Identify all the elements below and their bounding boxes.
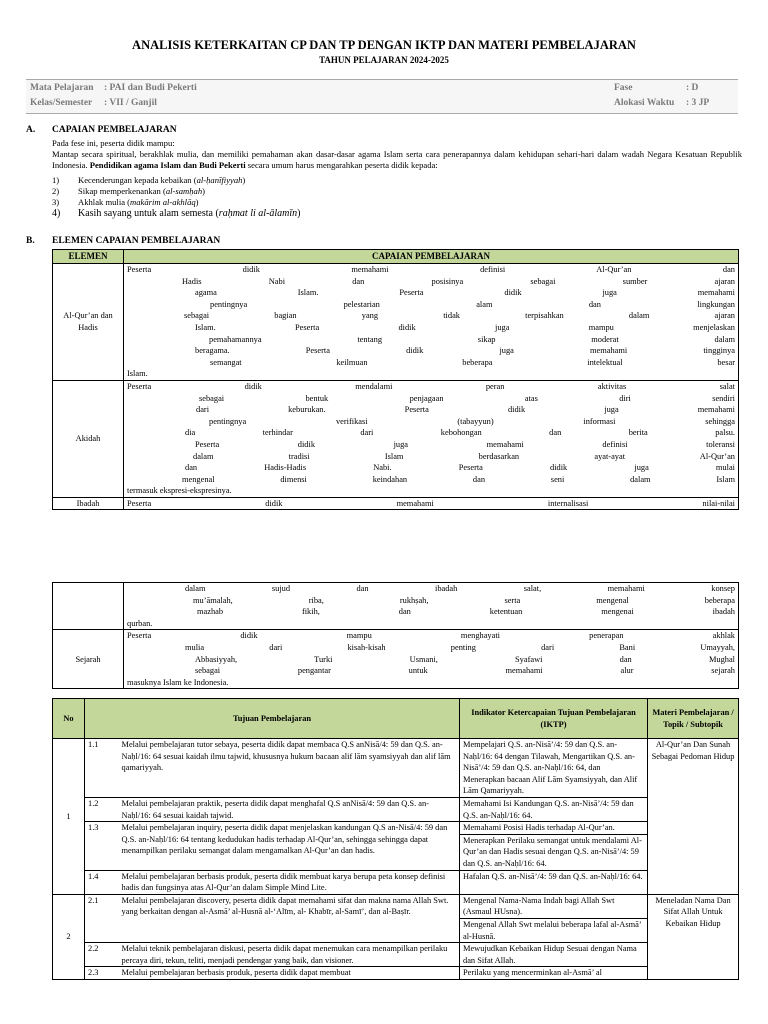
- cp-cell: dalam sujud dan ibadah salat, memahami konsep mu’āmalah, riba, rukhṣah, serta mengenal beberapa mazhab fikih, dan ketentuan mengenai ibadah qurban.: [124, 583, 739, 630]
- list-item: 1) Kecenderungan kepada kebaikan (al-ḥanīfiyyah): [52, 175, 246, 185]
- time-allocation-label: Alokasi Waktu: [614, 98, 675, 108]
- table-row: [53, 497, 739, 510]
- section-a-title: CAPAIAN PEMBELAJARAN: [52, 125, 177, 135]
- iktp-text: Memahami Posisi Hadis terhadap Al-Qur’an.: [460, 822, 648, 835]
- col-header-no: No: [53, 699, 85, 739]
- table-row: [53, 583, 739, 630]
- elemen-cell: Ibadah: [53, 497, 124, 510]
- group-number: 1: [53, 739, 85, 895]
- tp-text: Melalui pembelajaran tutor sebaya, peserta didik dapat membaca Q.S anNisā/4: 59 dan Q.S. an-Naḥl/16: 64 sesuai kaidah ilmu tajwid, khususnya hukum bacaan alif lām syamsiyyah dan alif lām qamariyyah.: [119, 739, 460, 798]
- phase-label: Fase: [614, 83, 633, 93]
- list-item: 4) Kasih sayang untuk alam semesta (raḥmat li al-ālamīn): [52, 208, 301, 219]
- iktp-text: Hafalan Q.S. an-Nisā’/4: 59 dan Q.S. an-Naḥl/16: 64.: [460, 870, 648, 894]
- cp-elements-table: [52, 249, 739, 510]
- tp-text: Melalui pembelajaran berbasis produk, peserta didik membuat karya berupa peta konsep definisi hadis dan fungsinya atas Al-Qur’an dalam Simple Mind Lite.: [119, 870, 460, 894]
- col-header-cp: CAPAIAN PEMBELAJARAN: [124, 250, 739, 264]
- cp-cell: Peserta didik mendalami peran aktivitas salat sebagai bentuk penjagaan atas diri sendiri dari keburukan. Peserta didik juga memahami pentingnya verifikasi (tabayyun) informasi sehingga dia terhindar dari kebohongan dan berita palsu. Peserta didik juga memahami definisi toleransi dalam tradisi Islam berdasarkan ayat-ayat Al-Qur’an dan Hadis-Hadis Nabi. Peserta didik juga mulai mengenal dimensi keindahan dan seni dalam Islam termasuk ekspresi-ekspresinya.: [124, 380, 739, 497]
- cp-cell: Peserta didik mampu menghayati penerapan akhlak mulia dari kisah-kisah penting dari Bani Umayyah, Abbasiyyah, Turki Usmani, Syafawi dan Mughal sebagai pengantar untuk memahami alur sejarah masuknya Islam ke Indonesia.: [124, 630, 739, 689]
- tp-code: 1.1: [85, 739, 119, 798]
- table-row: [53, 739, 739, 798]
- tp-code: 2.2: [85, 943, 119, 967]
- subject-value: : PAI dan Budi Pekerti: [104, 83, 197, 93]
- section-a-body-text-end: secara umum harus mengarahkan peserta didik kepada:: [245, 160, 438, 170]
- section-a-number: A.: [26, 125, 36, 135]
- iktp-text: Memahami Isi Kandungan Q.S. an-Nisā’/4: 59 dan Q.S. an-Naḥl/16: 64.: [460, 797, 648, 821]
- iktp-text: Mengenal Allah Swt melalui beberapa lafal al-Asmā’ al-Husnā.: [460, 918, 648, 942]
- iktp-text: Mengenal Nama-Nama Indah bagi Allah Swt (Asmaul HUsna).: [460, 894, 648, 918]
- col-header-tp: Tujuan Pembelajaran: [85, 699, 460, 739]
- cp-elements-table-continued: [52, 582, 739, 689]
- tp-code: 1.4: [85, 870, 119, 894]
- table-row: [53, 264, 739, 381]
- table-row: [53, 870, 739, 894]
- table-row: [53, 630, 739, 689]
- tp-code: 1.3: [85, 822, 119, 870]
- section-b-number: B.: [26, 236, 35, 246]
- section-a-body-bold: Pendidikan agama Islam dan Budi Pekerti: [89, 160, 246, 170]
- section-b-heading: [26, 236, 426, 248]
- section-a-intro: Pada fese ini, peserta didik mampu:: [52, 138, 175, 148]
- cp-cell: Peserta didik memahami definisi Al-Qur’an dan Hadis Nabi dan posisinya sebagai sumber ajaran agama Islam. Peserta didik juga memahami pentingnya pelestarian alam dan lingkungan sebagai bagian yang tidak terpisahkan dalam ajaran Islam. Peserta didik juga mampu menjelaskan pemahamannya tentang sikap moderat dalam beragama. Peserta didik juga memahami tingginya semangat keilmuan beberapa intelektual besar Islam.: [124, 264, 739, 381]
- tp-text: Melalui pembelajaran discovery, peserta didik dapat memahami sifat dan makna nama Allah Swt. yang berkaitan dengan al-Asmā’ al-Husnā al-‘Alīm, al- Khabīr, al-Samī’, dan al-Baṣīr.: [119, 894, 460, 942]
- materi-text: Al-Qur’an Dan Sunah Sebagai Pedoman Hidup: [648, 739, 739, 895]
- section-a-body: [52, 149, 742, 171]
- iktp-text: Mewujudkan Kebaikan Hidup Sesuai dengan Nama dan Sifat Allah.: [460, 943, 648, 967]
- class-label: Kelas/Semester: [30, 98, 93, 108]
- time-allocation-value: : 3 JP: [686, 98, 710, 108]
- iktp-text: Perilaku yang mencerminkan al-Asmā’ al: [460, 967, 648, 980]
- tp-code: 2.3: [85, 967, 119, 980]
- elemen-cell: Akidah: [53, 380, 124, 497]
- section-a-body-text: Mantap secara spiritual, berakhlak mulia, dan memiliki pemahaman akan dasar-dasar agama Islam serta cara penerapannya dalam kehidupan sehari-hari dalam wadah Negara Kesatuan Republik Indonesia.: [52, 149, 742, 170]
- document-title: ANALISIS KETERKAITAN CP DAN TP DENGAN IKTP DAN MATERI PEMBELAJARAN: [132, 38, 636, 52]
- phase-value: : D: [686, 83, 699, 93]
- tp-text: Melalui pembelajaran praktik, peserta didik dapat menghafal Q.S anNisā/4: 59 dan Q.S. an-Naḥl/16: 64 sesuai kaidah tajwid.: [119, 797, 460, 821]
- tp-code: 1.2: [85, 797, 119, 821]
- elemen-cell: Al-Qur’an dan Hadis: [53, 264, 124, 381]
- tp-text: Melalui pembelajaran berbasis produk, peserta didik dapat membuat: [119, 967, 460, 980]
- section-a-heading: [26, 125, 426, 137]
- tp-text: Melalui teknik pembelajaran diskusi, peserta didik dapat menemukan cara menampilkan perilaku percaya diri, tekun, teliti, menjadi pendengar yang baik, dan visioner.: [119, 943, 460, 967]
- elemen-cell: Sejarah: [53, 630, 124, 689]
- col-header-iktp: Indikator Ketercapaian Tujuan Pembelajaran (IKTP): [460, 699, 648, 739]
- table-row: [53, 797, 739, 821]
- class-value: : VII / Ganjil: [104, 98, 157, 108]
- tp-text: Melalui pembelajaran inquiry, peserta didik dapat menjelaskan kandungan Q.S an-Nisā/4: 59 dan Q.S. an-Naḥl/16: 64 tentang kedudukan hadis terhadap Al-Qur’an, sehingga sehingga dapat menampilkan perilaku semangat dalam mengamalkan Al-Qur’an dan hadis.: [119, 822, 460, 870]
- document-subtitle: TAHUN PELAJARAN 2024-2025: [319, 55, 449, 65]
- elemen-cell: [53, 583, 124, 630]
- table-row: [53, 822, 739, 835]
- col-header-elemen: ELEMEN: [53, 250, 124, 264]
- materi-text: Meneladan Nama Dan Sifat Allah Untuk Kebaikan Hidup: [648, 894, 739, 979]
- tp-code: 2.1: [85, 894, 119, 942]
- tp-iktp-table: [52, 698, 739, 980]
- section-b-title: ELEMEN CAPAIAN PEMBELAJARAN: [52, 236, 221, 246]
- iktp-text: Mempelajari Q.S. an-Nisā’/4: 59 dan Q.S. an-Naḥl/16: 64 dengan Tilawah, Mengartikan Q.S. an-Nisā’/4: 59 dan Q.S. an-Naḥl/16: 64, dan Menerapkan bacaan Alif Lām Syamsiyyah, dan Alif Lām Qamariyyah.: [460, 739, 648, 798]
- group-number: 2: [53, 894, 85, 979]
- list-item: 2) Sikap memperkenankan (al-samḥah): [52, 186, 205, 196]
- cp-cell: Peserta didik memahami internalisasi nilai-nilai: [124, 497, 739, 510]
- table-row: [53, 894, 739, 918]
- table-row: [53, 967, 739, 980]
- info-bar: [26, 79, 738, 114]
- iktp-text: Menerapkan Perilaku semangat untuk mendalami Al-Qur’an dan Hadis sesuai dengan Q.S. an-Nisā’/4: 59 dan Q.S. an-Naḥl/16: 64.: [460, 834, 648, 870]
- table-row: [53, 380, 739, 497]
- list-item: 3) Akhlak mulia (makārim al-akhlāq): [52, 197, 199, 207]
- table-row: [53, 943, 739, 967]
- subject-label: Mata Pelajaran: [30, 83, 94, 93]
- col-header-materi: Materi Pembelajaran / Topik / Subtopik: [648, 699, 739, 739]
